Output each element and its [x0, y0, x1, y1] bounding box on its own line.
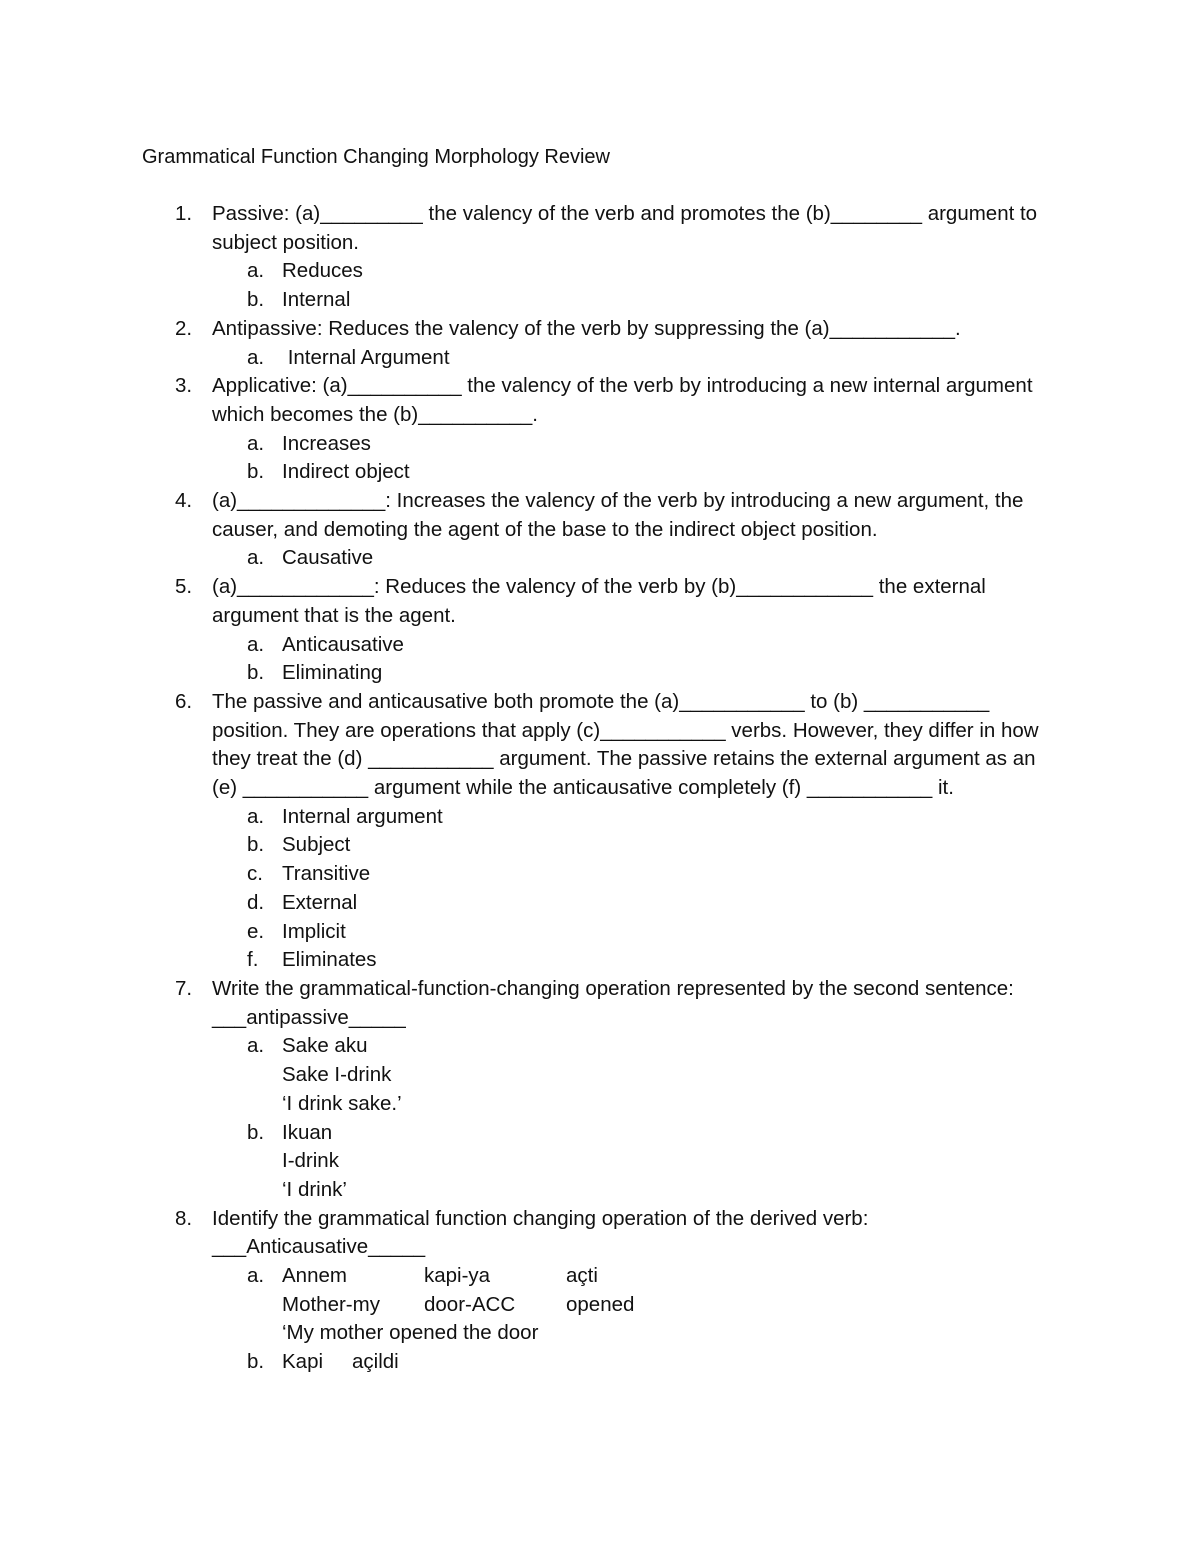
question-5: [142, 573, 1062, 688]
answer-letter: e.: [247, 919, 265, 943]
gloss-letter: a.: [247, 1264, 265, 1288]
answer-item: [212, 631, 1062, 660]
question-number: 4.: [175, 489, 193, 513]
answer-text: Indirect object: [282, 460, 410, 484]
answer-letter: a.: [247, 804, 265, 828]
question-3: [142, 372, 1062, 487]
question-text: Passive: (a)_________ the valency of the verb and promotes the (b)________ argument to subject position.: [212, 202, 1043, 254]
answer-letter: c.: [247, 862, 263, 886]
question-text: Antipassive: Reduces the valency of the verb by suppressing the (a)___________.: [212, 316, 961, 340]
question-text: Applicative: (a)__________ the valency of the verb by introducing a new internal argument which becomes the (b)__________.: [212, 374, 1039, 426]
gloss-word: Annem: [282, 1264, 347, 1288]
answer-item: [212, 430, 1062, 459]
answer-item: [212, 458, 1062, 487]
answer-item: [212, 889, 1062, 918]
gloss-word: açildi: [352, 1350, 399, 1374]
answer-text: Eliminates: [282, 948, 377, 972]
example-item: [212, 1032, 1062, 1118]
answer-text: Causative: [282, 546, 374, 570]
question-number: 6.: [175, 689, 193, 713]
example-line: Sake aku: [282, 1034, 368, 1058]
answer-letter: b.: [247, 460, 265, 484]
answer-letter: b.: [247, 833, 265, 857]
gloss-row: [282, 1291, 1062, 1320]
answer-letter: a.: [247, 345, 265, 369]
answer-letter: d.: [247, 890, 265, 914]
question-number: 2.: [175, 316, 193, 340]
question-text: Write the grammatical-function-changing operation represented by the second sentence: ___antipassive_____: [212, 976, 1020, 1029]
gloss-word: door-ACC: [424, 1292, 516, 1316]
answer-text: Transitive: [282, 862, 371, 886]
document-title: Grammatical Function Changing Morphology Review: [142, 146, 610, 168]
question-number: 8.: [175, 1206, 193, 1230]
gloss-word: açti: [566, 1264, 598, 1288]
answer-letter: a.: [247, 632, 265, 656]
answer-text: Internal: [282, 288, 351, 312]
answer-text: External: [282, 890, 358, 914]
question-6: [142, 688, 1062, 975]
gloss-word: Kapi: [282, 1350, 324, 1374]
question-2: [142, 315, 1062, 372]
answer-text: Internal Argument: [282, 345, 450, 369]
answer-text: Increases: [282, 431, 371, 455]
answer-item: [212, 803, 1062, 832]
example-line: I-drink: [282, 1149, 339, 1173]
answer-item: [212, 860, 1062, 889]
answer-item: [212, 257, 1062, 286]
answer-letter: b.: [247, 288, 265, 312]
gloss-row: [282, 1262, 1062, 1291]
example-item: [212, 1119, 1062, 1205]
example-line: ‘I drink’: [282, 1177, 347, 1201]
answer-text: Internal argument: [282, 804, 443, 828]
example-line: Ikuan: [282, 1120, 333, 1144]
gloss-translation: ‘My mother opened the door: [282, 1321, 539, 1345]
answer-item: [212, 344, 1062, 373]
question-number: 5.: [175, 575, 193, 599]
question-number: 1.: [175, 202, 193, 225]
question-number: 3.: [175, 374, 193, 398]
gloss-word: opened: [566, 1292, 635, 1316]
answer-letter: f.: [247, 948, 259, 972]
question-7: [142, 975, 1062, 1205]
question-1: [142, 200, 1062, 315]
gloss-row: [282, 1348, 1062, 1377]
example-letter: b.: [247, 1120, 265, 1144]
answer-item: [212, 946, 1062, 975]
gloss-word: kapi-ya: [424, 1264, 491, 1288]
answer-item: [212, 918, 1062, 947]
example-letter: a.: [247, 1034, 265, 1058]
gloss-word: Mother-my: [282, 1292, 380, 1316]
answer-letter: b.: [247, 661, 265, 685]
answer-letter: a.: [247, 431, 265, 455]
gloss-item: [212, 1262, 1062, 1348]
question-text: The passive and anticausative both promote the (a)___________ to (b) ___________ position. They are operations that apply (c)___________ verbs. However, they differ in how they treat the (d) ___________ argument. The passive retains the external argument as an (e) ___________ argument while the anticausative completely (f) ___________ it.: [212, 689, 1045, 800]
answer-text: Implicit: [282, 919, 346, 943]
answer-text: Eliminating: [282, 661, 383, 685]
question-8: [142, 1205, 1062, 1377]
answer-letter: a.: [247, 259, 265, 283]
answer-text: Anticausative: [282, 632, 404, 656]
answer-item: [212, 831, 1062, 860]
answer-item: [212, 659, 1062, 688]
example-line: ‘I drink sake.’: [282, 1091, 402, 1115]
gloss-letter: b.: [247, 1350, 265, 1374]
answer-item: [212, 286, 1062, 315]
question-number: 7.: [175, 976, 193, 1000]
question-4: [142, 487, 1062, 573]
gloss-item: [212, 1348, 1062, 1377]
question-text: Identify the grammatical function changing operation of the derived verb: ___Anticausative_____: [212, 1206, 875, 1259]
question-text: (a)____________: Reduces the valency of the verb by (b)____________ the external argument that is the agent.: [212, 575, 992, 627]
answer-text: Subject: [282, 833, 351, 857]
answer-letter: a.: [247, 546, 265, 570]
question-text: (a)_____________: Increases the valency of the verb by introducing a new argument, the causer, and demoting the agent of the base to the indirect object position.: [212, 489, 1030, 541]
example-line: Sake I-drink: [282, 1063, 392, 1087]
answer-text: Reduces: [282, 259, 363, 283]
answer-item: [212, 544, 1062, 573]
question-list: [142, 200, 1062, 1377]
